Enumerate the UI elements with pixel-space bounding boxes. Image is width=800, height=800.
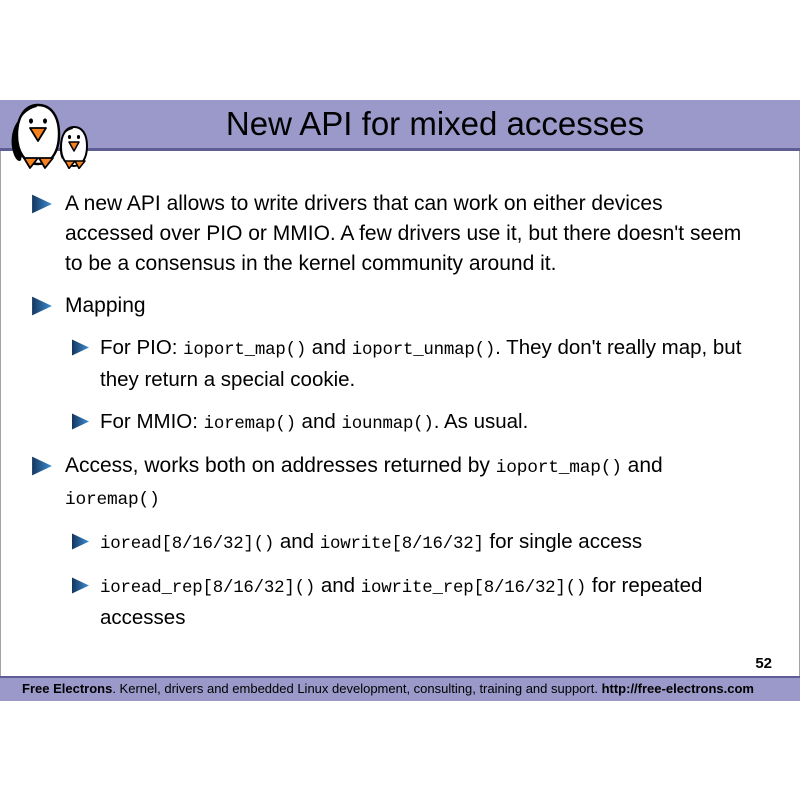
body-text: For MMIO: [100,410,204,433]
bullet-arrow-icon [71,577,90,594]
code-text: ioremap() [65,490,160,510]
bullet-item [31,291,799,321]
bullet-item [71,333,799,395]
code-text: ioread[8/16/32]() [100,534,275,554]
slide-footer [0,676,800,701]
bullet-list [1,189,799,633]
body-text: Mapping [65,294,146,317]
body-text: and [315,574,361,597]
page-number: 52 [755,655,772,672]
code-text: ioport_map() [183,340,307,360]
body-text: . As usual. [433,410,529,433]
body-text: and [274,530,320,553]
bullet-arrow-icon [31,456,53,476]
penguins-logo-icon [8,103,92,169]
bullet-arrow-icon [31,296,53,316]
footer-url: http://free-electrons.com [601,681,754,696]
body-text: and [621,454,663,477]
code-text: iounmap() [341,414,434,434]
bullet-item [31,189,799,279]
body-text: for repeated accesses [100,574,703,629]
code-text: ioport_map() [495,458,622,478]
slide [0,100,800,701]
bullet-text [100,527,799,559]
body-text: Access, works both on addresses returned by [65,454,496,477]
code-text: ioport_unmap() [351,340,496,360]
footer-brand: Free Electrons [22,681,113,696]
bullet-item [71,407,799,439]
bullet-text [100,333,799,395]
code-text: iowrite_rep[8/16/32]() [360,578,587,598]
bullet-arrow-icon [71,339,90,356]
bullet-text [65,189,799,279]
bullet-arrow-icon [31,194,53,214]
bullet-text [100,407,799,439]
body-text: For PIO: [100,336,184,359]
bullet-arrow-icon [71,533,90,550]
body-text: . They don't really map, but they return a special cookie. [100,336,742,391]
bullet-text [100,571,799,633]
body-text: and [295,410,342,433]
bullet-text [65,291,799,321]
body-text: for single access [483,530,643,553]
bullet-item [71,571,799,633]
code-text: ioread_rep[8/16/32]() [100,578,316,598]
body-text: and [306,336,352,359]
code-text: iowrite[8/16/32] [319,534,484,554]
bullet-item [31,451,799,515]
slide-content [0,151,800,676]
bullet-item [71,527,799,559]
slide-title: New API for mixed accesses [225,105,645,142]
bullet-arrow-icon [71,413,90,430]
slide-header [0,100,800,151]
bullet-text [65,451,799,515]
footer-text: . Kernel, drivers and embedded Linux development, consulting, training and support. [112,681,602,696]
body-text: A new API allows to write drivers that can work on either devices accessed over PIO or MMIO. A few drivers use it, but there doesn't seem to be a consensus in the kernel community around it. [65,192,742,275]
code-text: ioremap() [203,414,296,434]
